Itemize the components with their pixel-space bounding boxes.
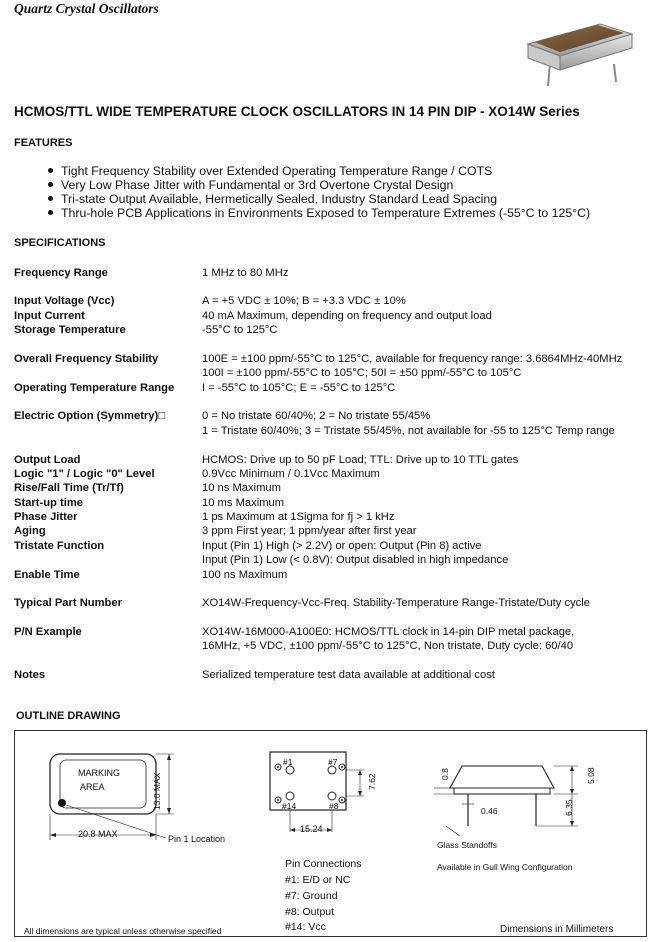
- spec-label-operating-temp: Operating Temperature Range: [14, 382, 175, 394]
- spec-label-tristate: Tristate Function: [14, 540, 105, 552]
- spec-value-pn-example-2: 16MHz, +5 VDC, ±100 ppm/-55°C to 125°C, Non tristate, Duty cycle: 60/40: [202, 640, 574, 652]
- spec-value-tristate-2: Input (Pin 1) Low (< 0.8V): Output disabled in high impedance: [202, 554, 509, 566]
- top-view-drawing: [36, 748, 246, 848]
- gull-wing-note: Available in Gull Wing Configuration: [437, 862, 573, 872]
- units-note: Dimensions in Millimeters: [500, 924, 614, 935]
- features-heading: FEATURES: [14, 137, 73, 149]
- specifications-heading: SPECIFICATIONS: [14, 237, 106, 249]
- lead-length-label: 6.35: [564, 799, 574, 816]
- spec-label-logic-levels: Logic "1" / Logic "0" Level: [14, 468, 155, 480]
- spec-value-phase-jitter: 1 ps Maximum at 1Sigma for fj > 1 kHz: [202, 511, 395, 523]
- pin-connection-item: #14: Vcc: [285, 921, 326, 933]
- spec-label-electric-option: Electric Option (Symmetry)□: [14, 410, 165, 422]
- spec-label-storage-temp: Storage Temperature: [14, 324, 126, 336]
- spec-value-part-number: XO14W-Frequency-Vcc-Freq. Stability-Temperature Range-Tristate/Duty cycle: [202, 597, 590, 609]
- spec-label-phase-jitter: Phase Jitter: [14, 511, 78, 523]
- bullet-icon: [48, 196, 53, 201]
- spec-label-frequency-range: Frequency Range: [14, 267, 108, 279]
- pin-connections-title: Pin Connections: [285, 858, 362, 870]
- pin-label-14: #14: [282, 801, 297, 811]
- page-title: HCMOS/TTL WIDE TEMPERATURE CLOCK OSCILLATORS IN 14 PIN DIP - XO14W Series: [14, 104, 580, 119]
- pin-connection-item: #7: Ground: [285, 890, 338, 902]
- spec-label-input-current: Input Current: [14, 310, 85, 322]
- spec-label-notes: Notes: [14, 669, 46, 681]
- spec-value-tristate-1: Input (Pin 1) High (> 2.2V) or open: Output (Pin 8) active: [202, 540, 482, 552]
- pin-connection-item: #1: E/D or NC: [285, 874, 351, 886]
- footnote-dimensions: All dimensions are typical unless otherwise specified: [24, 926, 222, 936]
- spec-value-startup: 10 ms Maximum: [202, 497, 285, 509]
- bullet-icon: [48, 210, 53, 215]
- spec-label-aging: Aging: [14, 525, 46, 537]
- lead-diameter-label: 0.46: [481, 806, 498, 816]
- spec-label-startup: Start-up time: [14, 497, 83, 509]
- spec-value-logic-levels: 0.9Vcc Minimum / 0.1Vcc Maximum: [202, 468, 380, 480]
- spec-value-aging: 3 ppm First year; 1 ppm/year after first year: [202, 525, 417, 537]
- spec-label-rise-fall: Rise/Fall Time (Tr/Tf): [14, 482, 124, 494]
- width-dimension-label: 20.8 MAX: [78, 829, 118, 839]
- lead-thickness-label: 0.8: [440, 768, 450, 780]
- spec-label-part-number: Typical Part Number: [14, 597, 122, 609]
- spec-value-input-voltage: A = +5 VDC ± 10%; B = +3.3 VDC ± 10%: [202, 295, 406, 307]
- side-view-drawing: [432, 756, 592, 836]
- pin-label-1: #1: [283, 757, 293, 767]
- spec-value-notes: Serialized temperature test data available at additional cost: [202, 669, 495, 681]
- spec-value-electric-option-2: 1 = Tristate 60/40%; 3 = Tristate 55/45%, not available for -55 to 125°C Temp range: [202, 425, 615, 437]
- brand-title: Quartz Crystal Oscillators: [14, 1, 159, 16]
- feature-item: Very Low Phase Jitter with Fundamental or 3rd Overtone Crystal Design: [48, 178, 453, 192]
- spec-value-overall-stability-1: 100E = ±100 ppm/-55°C to 125°C, available for frequency range: 3.6864MHz-40MHz: [202, 353, 623, 365]
- spec-label-enable-time: Enable Time: [14, 569, 80, 581]
- oscillator-product-image: [520, 12, 640, 88]
- bullet-icon: [48, 182, 53, 187]
- spec-value-rise-fall: 10 ns Maximum: [202, 482, 281, 494]
- marking-label: MARKING: [78, 768, 121, 778]
- spec-value-electric-option-1: 0 = No tristate 60/40%; 2 = No tristate 55/45%: [202, 410, 431, 422]
- spec-value-frequency-range: 1 MHz to 80 MHz: [202, 267, 289, 279]
- spec-label-overall-stability: Overall Frequency Stability: [14, 353, 159, 365]
- feature-item: Tri-state Output Available, Hermetically Sealed, Industry Standard Lead Spacing: [48, 192, 497, 206]
- feature-item: Thru-hole PCB Applications in Environments Exposed to Temperature Extremes (-55°C to 125°C): [48, 206, 590, 220]
- height-dimension-label: 13.0 MAX: [152, 772, 162, 810]
- pin1-location-label: Pin 1 Location: [168, 834, 226, 844]
- spec-value-pn-example-1: XO14W-16M000-A100E0: HCMOS/TTL clock in 14-pin DIP metal package,: [202, 626, 575, 638]
- outline-heading: OUTLINE DRAWING: [16, 710, 121, 722]
- spec-label-input-voltage: Input Voltage (Vcc): [14, 295, 115, 307]
- spec-value-storage-temp: -55°C to 125°C: [202, 324, 278, 336]
- spec-label-output-load: Output Load: [14, 454, 81, 466]
- pin-spacing-horizontal-label: 15.24: [300, 824, 323, 834]
- spec-value-input-current: 40 mA Maximum, depending on frequency and output load: [202, 310, 492, 322]
- spec-value-enable-time: 100 ns Maximum: [202, 569, 288, 581]
- glass-standoffs-label: Glass Standoffs: [437, 840, 497, 850]
- body-height-label: 5.08: [586, 767, 596, 784]
- bullet-icon: [48, 168, 53, 173]
- spec-value-operating-temp: I = -55°C to 105°C; E = -55°C to 125°C: [202, 382, 396, 394]
- pin-connection-item: #8: Output: [285, 906, 335, 918]
- spec-value-overall-stability-2: 100I = ±100 ppm/-55°C to 105°C; 50I = ±50 ppm/-55°C to 105°C: [202, 367, 522, 379]
- spec-value-output-load: HCMOS: Drive up to 50 pF Load; TTL: Drive up to 10 TTL gates: [202, 454, 519, 466]
- pin-label-8: #8: [329, 801, 339, 811]
- spec-label-pn-example: P/N Example: [14, 626, 82, 638]
- area-label: AREA: [80, 782, 105, 792]
- feature-item: Tight Frequency Stability over Extended Operating Temperature Range / COTS: [48, 164, 492, 178]
- pin-label-7: #7: [328, 757, 338, 767]
- pin-spacing-vertical-label: 7.62: [367, 773, 377, 790]
